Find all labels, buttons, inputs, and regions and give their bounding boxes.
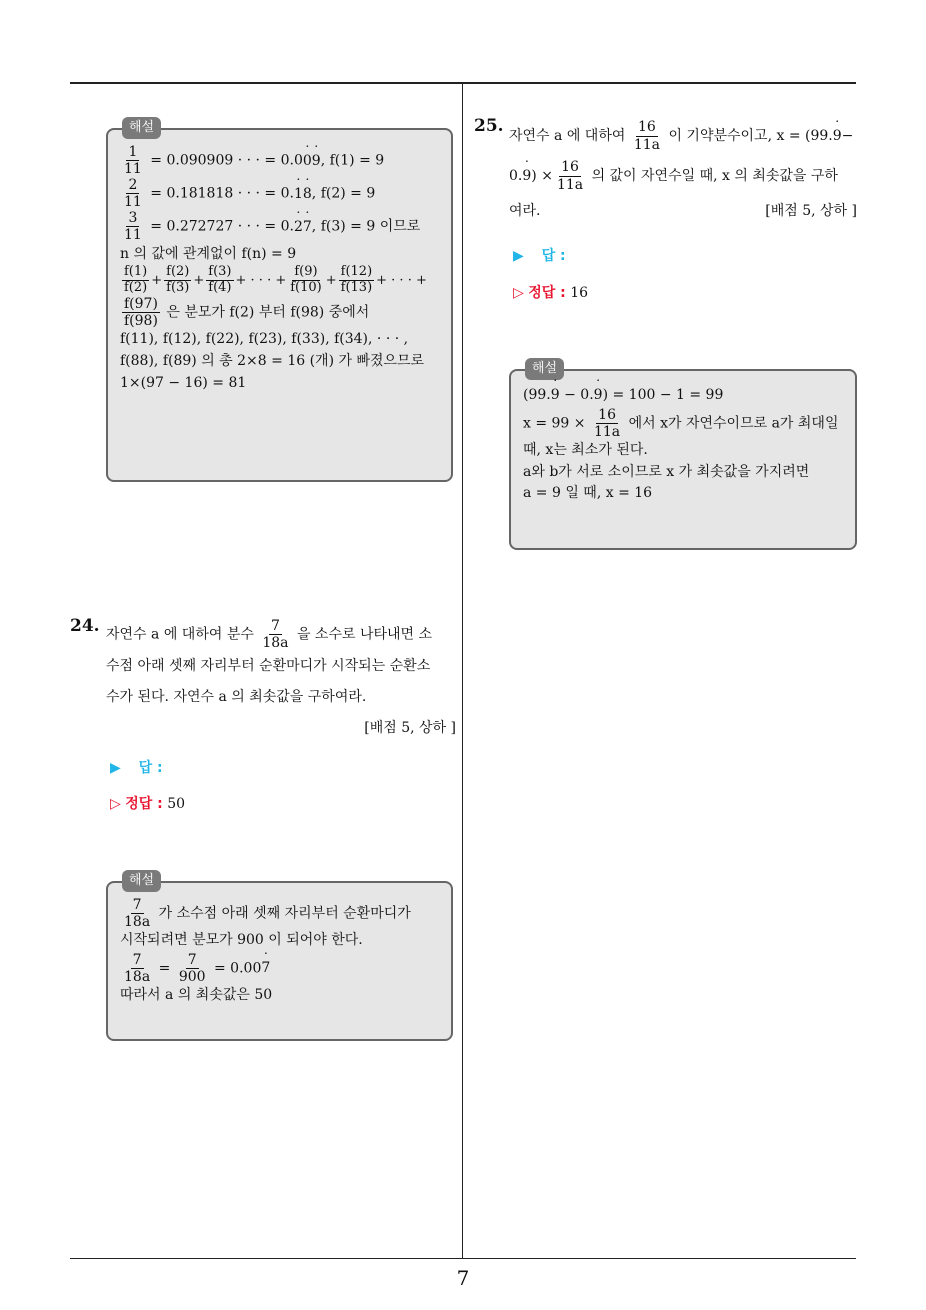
- question-number-24: 24.: [70, 616, 100, 636]
- correct-label: 정답 :: [125, 796, 163, 812]
- solution-line-3: 때, x는 최소가 된다.: [523, 441, 648, 458]
- solution-box-25: [509, 361, 857, 550]
- page-number: 7: [456, 1266, 470, 1290]
- question-25-points: [배점 5, 상하 ]: [765, 203, 857, 219]
- solution-line-2: $\frac{2}{11}$ = 0.181818 · · · = 0.˙ 1˙ 8, f(2) = 9: [120, 177, 439, 210]
- solution-tag: 해설: [122, 870, 161, 892]
- solution-line-9: 1×(97 − 16) = 81: [120, 374, 247, 391]
- correct-label: 정답 :: [528, 285, 566, 301]
- answer-arrow-icon: ▶: [513, 248, 524, 264]
- question-24-text: 자연수 a 에 대하여 분수 $\frac{7}{18a}$ 을 소수로 나타내면 소 수점 아래 셋째 자리부터 순환마디가 시작되는 순환소 수가 된다. 자연수 a 의 최솟값을 구하여라. [배점 5, 상하 ]: [106, 618, 456, 744]
- answer-line-24: [110, 757, 163, 777]
- solution-line-1: (99.˙ 9 − 0.˙ 9) = 100 − 1 = 99: [523, 385, 843, 407]
- solution-line-8: f(88), f(89) 의 총 2×8 = 16 (개) 가 빠졌으므로: [120, 353, 425, 369]
- correct-answer-24: [110, 793, 185, 813]
- solution-line-1: $\frac{1}{11}$ = 0.090909 · · · = 0.0˙ 0˙ 9, f(1) = 9: [120, 144, 439, 177]
- solution-line-5: a = 9 일 때, x = 16: [523, 485, 653, 502]
- fraction: $\frac{7}{18a}$: [262, 618, 289, 652]
- answer-arrow-icon: ▶: [110, 760, 121, 776]
- solution-line-2: x = 99 × $\frac{16}{11a}$ 에서 x가 자연수이므로 a가 최대일: [523, 406, 839, 440]
- question-24-points: [배점 5, 상하 ]: [364, 720, 456, 737]
- question-25-text: 자연수 a 에 대하여 $\frac{16}{11a}$ 이 기약분수이고, x = (99.˙ 9− 0.˙ 9) × $\frac{16}{11a}$ 의 값이 자연수일 때, x 의 최솟값을 구하 여라. [배점 5, 상하 ]: [509, 116, 857, 226]
- column-divider: [462, 84, 463, 1258]
- header-rule: [70, 82, 856, 84]
- solution-line-1: $\frac{7}{18a}$ 가 소수점 아래 셋째 자리부터 순환마디가: [124, 897, 411, 931]
- solution-line-4: n 의 값에 관계없이 f(n) = 9: [120, 245, 297, 262]
- solution-line-5: $\frac{f(1)}{f(2)}$ + $\frac{f(2)}{f(3)}$ + $\frac{f(3)}{f(4)}$ + · · · + $\frac{f(9)}{f(10)}$ + $\frac{f(12)}{f(13)}$ + · · · +: [124, 264, 427, 296]
- solution-line-3: $\frac{7}{18a}$ = $\frac{7}{900}$ = 0.00˙ 7: [120, 952, 439, 985]
- answer-label: 답 :: [138, 760, 163, 776]
- solution-box-prev: [106, 120, 453, 482]
- solution-line-6: $\frac{f(97)}{f(98)}$ 은 분모가 f(2) 부터 f(98) 중에서: [124, 296, 370, 330]
- answer-line-25: [513, 245, 566, 265]
- correct-arrow-icon: ▷: [110, 796, 121, 812]
- solution-line-4: 따라서 a 의 최솟값은 50: [120, 987, 273, 1004]
- solution-tag: 해설: [525, 358, 564, 380]
- solution-line-4: a와 b가 서로 소이므로 x 가 최솟값을 가지려면: [523, 463, 810, 480]
- correct-value: 50: [167, 796, 186, 812]
- fraction: $\frac{2}{11}$: [124, 177, 142, 211]
- solution-tag: 해설: [122, 117, 161, 139]
- fraction: $\frac{1}{11}$: [124, 144, 142, 178]
- answer-label: 답 :: [541, 248, 566, 264]
- correct-value: 16: [570, 285, 589, 301]
- correct-arrow-icon: ▷: [513, 285, 524, 301]
- fraction: $\frac{3}{11}$: [124, 210, 142, 244]
- footer-rule: [70, 1258, 856, 1259]
- solution-box-24: [106, 873, 453, 1041]
- correct-answer-25: [513, 282, 588, 302]
- question-number-25: 25.: [474, 116, 504, 136]
- solution-line-7: f(11), f(12), f(22), f(23), f(33), f(34), · · · ,: [120, 331, 409, 348]
- solution-line-2: 시작되려면 분모가 900 이 되어야 한다.: [120, 932, 363, 949]
- solution-line-3: $\frac{3}{11}$ = 0.272727 · · · = 0.˙ 2˙ 7, f(3) = 9 이므로: [120, 210, 439, 243]
